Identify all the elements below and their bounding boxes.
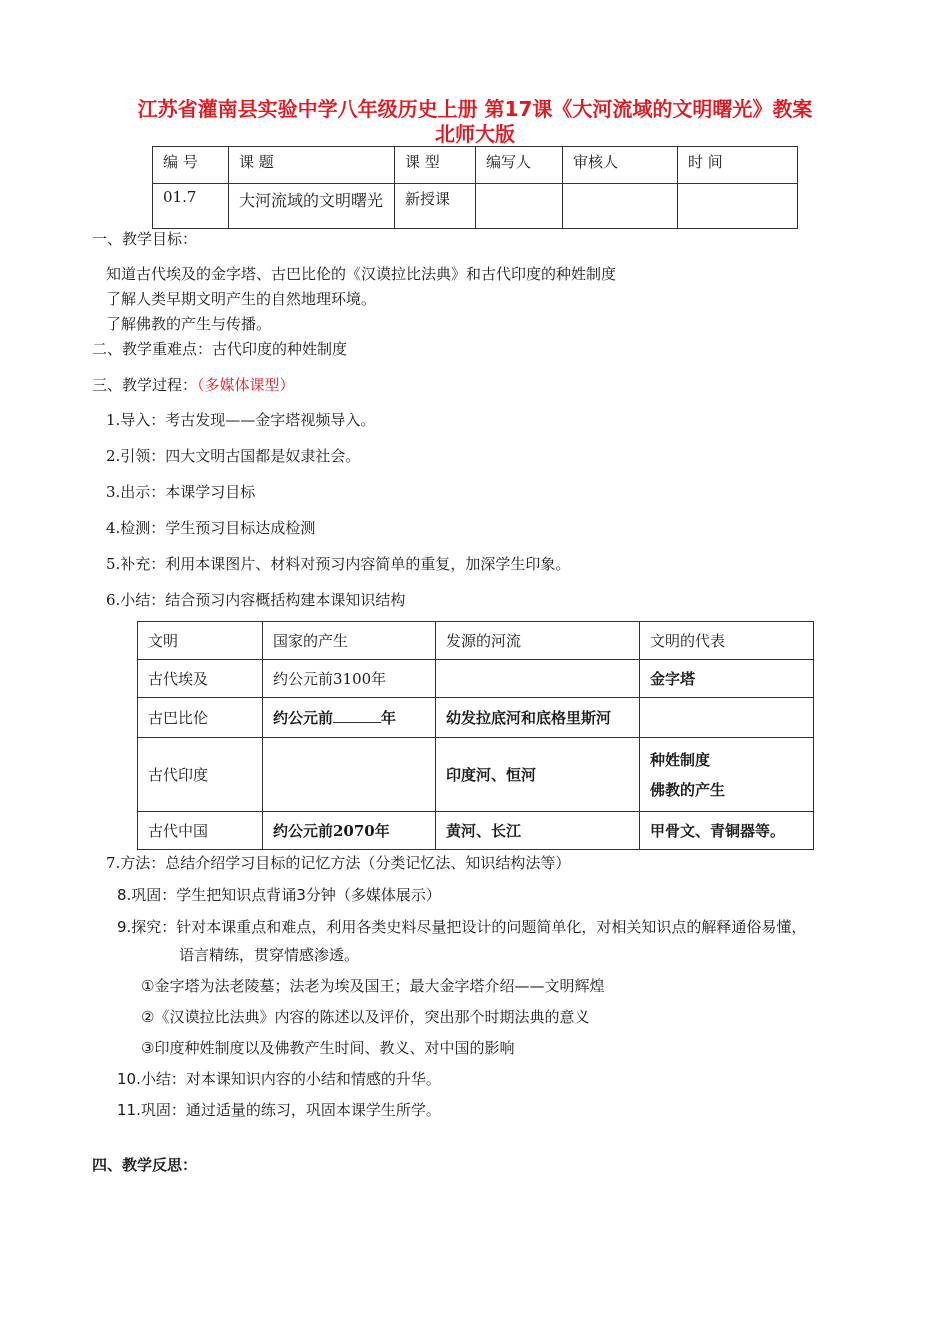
summary-river: 黄河、长江: [436, 812, 640, 850]
process-step: 6.小结：结合预习内容概括构建本课知识结构: [106, 591, 406, 609]
process-step: 3.出示：本课学习目标: [106, 483, 256, 501]
summary-rep: 甲骨文、青铜器等。: [640, 812, 814, 850]
summary-rep: [640, 738, 814, 812]
process-step: 1.导入：考古发现——金字塔视频导入。: [106, 411, 376, 429]
rep-line: 种姓制度: [650, 750, 711, 769]
document-subtitle: 北师大版: [435, 122, 515, 146]
process-step: 2.引领：四大文明古国都是奴隶社会。: [106, 447, 361, 465]
cell-reviewer: [563, 184, 678, 229]
process-step: 11.巩固：通过适量的练习，巩固本课学生所学。: [117, 1101, 441, 1119]
header-number: 编 号: [153, 147, 229, 184]
goal-item: 知道古代埃及的金字塔、古巴比伦的《汉谟拉比法典》和古代印度的种姓制度: [106, 265, 617, 283]
fill-blank: [333, 708, 381, 723]
summary-civ: 古代中国: [138, 812, 263, 850]
cell-topic: 大河流域的文明曙光: [229, 184, 395, 229]
summary-header: 文明的代表: [640, 622, 814, 660]
process-step: 5.补充：利用本课图片、材料对预习内容简单的重复，加深学生印象。: [106, 555, 571, 573]
goal-item: 了解人类早期文明产生的自然地理环境。: [106, 290, 377, 308]
header-type: 课 型: [395, 147, 476, 184]
knowledge-structure-table: [137, 621, 814, 850]
state-suffix: 年: [381, 709, 397, 727]
lesson-info-table: [152, 146, 798, 229]
summary-river: 印度河、恒河: [436, 738, 640, 812]
process-step-continued: 语言精练，贯穿情感渗透。: [179, 946, 360, 964]
summary-state: 约公元前2070年: [263, 812, 436, 850]
section-process-heading: [92, 375, 295, 395]
summary-civ: 古巴比伦: [138, 698, 263, 738]
process-step: 9.探究：针对本课重点和难点，利用各类史料尽量把设计的问题简单化，对相关知识点的解释通俗易懂，: [117, 918, 807, 936]
summary-header: 文明: [138, 622, 263, 660]
summary-civ: 古代印度: [138, 738, 263, 812]
state-prefix: 约公元前: [273, 709, 334, 727]
summary-header: 发源的河流: [436, 622, 640, 660]
document-title: 江苏省灌南县实验中学八年级历史上册 第17课《大河流域的文明曙光》教案: [137, 97, 813, 121]
process-step: 8.巩固：学生把知识点背诵3分钟（多媒体展示）: [117, 886, 441, 904]
process-heading-text: 三、教学过程：: [92, 376, 198, 394]
cell-author: [476, 184, 563, 229]
cell-number: 01.7: [153, 184, 229, 229]
summary-river: [436, 660, 640, 698]
header-author: 编写人: [476, 147, 563, 184]
explore-point: ②《汉谟拉比法典》内容的陈述以及评价，突出那个时期法典的意义: [141, 1008, 590, 1026]
explore-point: ③印度种姓制度以及佛教产生时间、教义、对中国的影响: [141, 1039, 515, 1057]
process-step: 10.小结：对本课知识内容的小结和情感的升华。: [117, 1070, 441, 1088]
summary-river: 幼发拉底河和底格里斯河: [436, 698, 640, 738]
section-key-points: 二、教学重难点：古代印度的种姓制度: [92, 340, 348, 358]
section-goals-heading: 一、教学目标：: [92, 230, 198, 248]
summary-rep: 金字塔: [640, 660, 814, 698]
cell-type: 新授课: [395, 184, 476, 229]
header-topic: 课 题: [229, 147, 395, 184]
section-reflection-heading: 四、教学反思：: [92, 1156, 198, 1174]
explore-point: ①金字塔为法老陵墓；法老为埃及国王；最大金字塔介绍——文明辉煌: [141, 977, 605, 995]
summary-state: 约公元前3100年: [263, 660, 436, 698]
process-note: （多媒体课型）: [197, 376, 295, 394]
cell-time: [678, 184, 798, 229]
summary-state: [263, 738, 436, 812]
rep-line: 佛教的产生: [650, 780, 726, 799]
header-reviewer: 审核人: [563, 147, 678, 184]
summary-header: 国家的产生: [263, 622, 436, 660]
summary-rep: [640, 698, 814, 738]
process-step: 7.方法：总结介绍学习目标的记忆方法（分类记忆法、知识结构法等）: [106, 854, 571, 872]
header-time: 时 间: [678, 147, 798, 184]
process-step: 4.检测：学生预习目标达成检测: [106, 519, 316, 537]
summary-state: [263, 698, 436, 738]
summary-civ: 古代埃及: [138, 660, 263, 698]
goal-item: 了解佛教的产生与传播。: [106, 315, 272, 333]
